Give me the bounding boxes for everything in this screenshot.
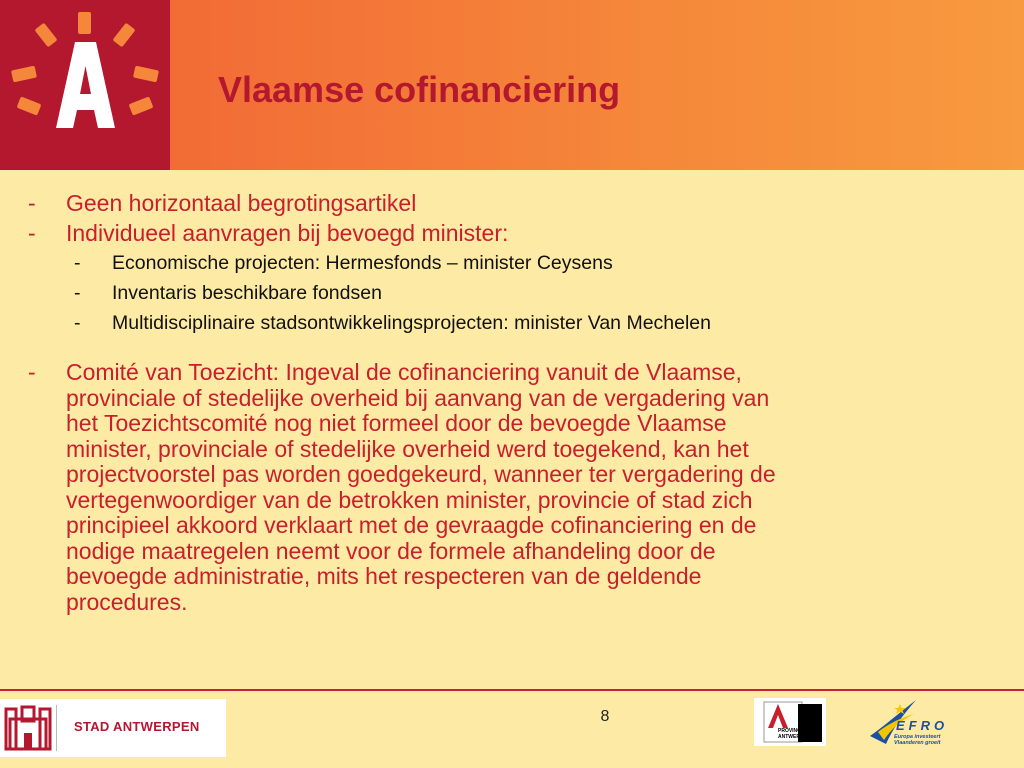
page-number: 8	[600, 708, 610, 725]
sub-bullet-item	[74, 278, 958, 308]
slide-title: Vlaamse cofinanciering	[218, 69, 621, 110]
paragraph-line: provinciale of stedelijke overheid bij aanvang van de vergadering van	[66, 384, 770, 411]
stad-antwerpen-logo	[0, 699, 226, 757]
sub-bullet-text: Inventaris beschikbare fondsen	[112, 282, 382, 304]
antwerp-a-logo	[0, 0, 170, 170]
paragraph-line: het Toezichtscomité nog niet formeel door de bevoegde Vlaamse	[66, 410, 727, 436]
antwerp-logo	[0, 0, 170, 170]
bullet-text: Individueel aanvragen bij bevoegd minister:	[66, 220, 509, 246]
paragraph-line: principieel akkoord verklaart met de gevraagde cofinanciering en de	[66, 512, 757, 538]
bullet-dash: -	[74, 252, 81, 274]
sub-bullet-item	[74, 308, 958, 338]
provincie-antwerpen-logo	[754, 698, 826, 746]
bullet-item	[28, 188, 958, 218]
bullet-dash: -	[74, 282, 81, 304]
paragraph-line: vertegenwoordiger van de betrokken minister, provincie of stad zich	[66, 486, 753, 513]
stad-antwerpen-text: STAD ANTWERPEN	[74, 719, 200, 734]
paragraph-line: Comité van Toezicht: Ingeval de cofinanciering vanuit de Vlaamse,	[66, 359, 742, 385]
bullet-dash: -	[28, 359, 36, 385]
sub-bullet-text: Multidisciplinaire stadsontwikkelingsprojecten: minister Van Mechelen	[112, 312, 711, 334]
bullet-text: Geen horizontaal begrotingsartikel	[66, 190, 417, 216]
city-castle-icon	[0, 699, 56, 757]
slide-content	[28, 188, 958, 615]
paragraph-line: procedures.	[66, 588, 188, 615]
paragraph-item	[28, 360, 958, 615]
bullet-item	[28, 218, 958, 248]
bullet-dash: -	[74, 312, 81, 334]
paragraph-line: bevoegde administratie, mits het respecteren van de geldende	[66, 563, 702, 589]
footer-divider	[0, 689, 1024, 691]
efro-text: EFRO	[896, 718, 949, 733]
province-logo-text: PROVINCIE ANTWERPEN	[778, 728, 811, 740]
bullet-dash: -	[28, 220, 36, 246]
sub-bullet-item	[74, 248, 958, 278]
efro-subtitle: Europa investeert Vlaanderen groeit	[894, 734, 941, 746]
paragraph-line: nodige maatregelen neemt voor de formele afhandeling door de	[66, 537, 716, 564]
bullet-dash: -	[28, 190, 36, 216]
efro-logo	[864, 696, 984, 752]
paragraph-line: projectvoorstel pas worden goedgekeurd, wanneer ter vergadering de	[66, 461, 776, 487]
sub-bullet-text: Economische projecten: Hermesfonds – minister Ceysens	[112, 252, 613, 274]
paragraph-line: minister, provinciale of stedelijke overheid werd toegekend, kan het	[66, 435, 749, 462]
